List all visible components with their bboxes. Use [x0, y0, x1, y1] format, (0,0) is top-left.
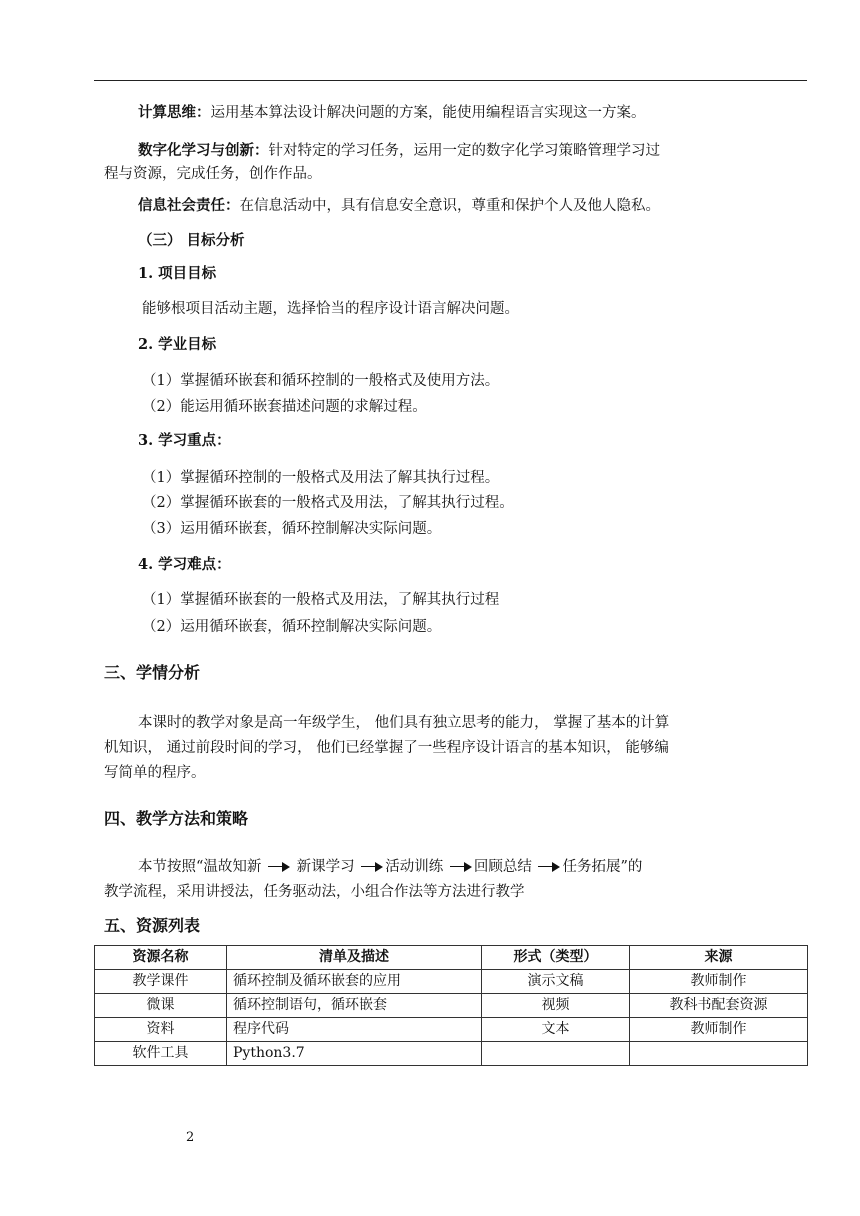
difficult-item: （2）运用循环嵌套，循环控制解决实际问题。	[142, 619, 442, 635]
table-cell: 资料	[95, 1018, 227, 1042]
table-header-cell: 来源	[630, 946, 808, 970]
resources-table	[94, 945, 808, 1066]
table-cell: 视频	[482, 994, 630, 1018]
project-goal-text: 能够根项目活动主题，选择恰当的程序设计语言解决问题。	[142, 301, 519, 317]
key-points-heading: 3. 学习重点：	[138, 432, 231, 449]
resources-heading: 五、资源列表	[104, 916, 201, 935]
ct-text: 运用基本算法设计解决问题的方案，能使用编程语言实现这一方案。	[210, 105, 646, 121]
learner-text-3: 写简单的程序。	[104, 765, 206, 781]
table-cell: Python3.7	[227, 1042, 482, 1066]
learner-analysis-heading: 三、学情分析	[104, 663, 201, 682]
goals-heading: （三） 目标分析	[138, 232, 245, 249]
header-rule	[94, 80, 807, 81]
difficult-points-heading: 4. 学习难点：	[138, 556, 231, 573]
flow-step-activity: 活动训练	[385, 859, 444, 875]
learner-text-1: 本课时的教学对象是高一年级学生， 他们具有独立思考的能力， 掌握了基本的计算	[138, 715, 670, 731]
key-item: （2）掌握循环嵌套的一般格式及用法，了解其执行过程。	[142, 495, 514, 511]
learner-text-2: 机知识， 通过前段时间的学习， 他们已经掌握了一些程序设计语言的基本知识， 能够编	[104, 740, 669, 756]
flow-step-new-lesson: 新课学习	[296, 859, 355, 875]
literacy-digital-learning	[138, 139, 660, 163]
dl-text-1: 针对特定的学习任务，运用一定的数字化学习策略管理学习过	[268, 143, 660, 159]
table-cell: 教师制作	[630, 1018, 808, 1042]
difficult-item: （1）掌握循环嵌套的一般格式及用法，了解其执行过程	[142, 592, 500, 608]
table-cell: 循环控制及循环嵌套的应用	[227, 970, 482, 994]
arrow-right-icon	[538, 862, 560, 872]
table-cell: 程序代码	[227, 1018, 482, 1042]
table-row	[95, 1018, 808, 1042]
table-cell: 文本	[482, 1018, 630, 1042]
table-cell	[630, 1042, 808, 1066]
table-cell: 循环控制语句，循环嵌套	[227, 994, 482, 1018]
key-item: （3）运用循环嵌套，循环控制解决实际问题。	[142, 521, 442, 537]
table-cell: 教学课件	[95, 970, 227, 994]
table-cell: 软件工具	[95, 1042, 227, 1066]
table-header-cell: 清单及描述	[227, 946, 482, 970]
table-cell	[482, 1042, 630, 1066]
table-row	[95, 994, 808, 1018]
method-flow-line	[138, 855, 642, 879]
table-row	[95, 970, 808, 994]
ct-label: 计算思维：	[138, 104, 211, 121]
key-item: （1）掌握循环控制的一般格式及用法了解其执行过程。	[142, 470, 500, 486]
flow-step-review: 本节按照“温故知新	[138, 859, 262, 875]
ss-label: 信息社会责任：	[138, 197, 240, 214]
table-cell: 演示文稿	[482, 970, 630, 994]
dl-label: 数字化学习与创新：	[138, 142, 269, 159]
method-text-2: 教学流程，采用讲授法，任务驱动法，小组合作法等方法进行教学	[104, 884, 525, 900]
academic-item: （2）能运用循环嵌套描述问题的求解过程。	[142, 399, 427, 415]
academic-goal-heading: 2. 学业目标	[138, 336, 217, 353]
arrow-right-icon	[450, 862, 472, 872]
literacy-social-responsibility	[138, 194, 660, 218]
arrow-right-icon	[361, 862, 383, 872]
table-row	[95, 1042, 808, 1066]
table-cell: 教师制作	[630, 970, 808, 994]
table-header-cell: 资源名称	[95, 946, 227, 970]
literacy-computational-thinking	[138, 101, 646, 125]
table-header-row	[95, 946, 808, 970]
flow-step-summary: 回顾总结	[473, 859, 532, 875]
page-number: 2	[186, 1130, 195, 1145]
academic-item: （1）掌握循环嵌套和循环控制的一般格式及使用方法。	[142, 373, 500, 389]
table-cell: 教科书配套资源	[630, 994, 808, 1018]
table-header-cell: 形式（类型）	[482, 946, 630, 970]
table-cell: 微课	[95, 994, 227, 1018]
ss-text: 在信息活动中，具有信息安全意识，尊重和保护个人及他人隐私。	[239, 198, 660, 214]
project-goal-heading: 1. 项目目标	[138, 265, 217, 282]
flow-step-extension: 任务拓展”的	[562, 859, 643, 875]
arrow-right-icon	[268, 862, 290, 872]
literacy-digital-learning-cont: 程与资源，完成任务，创作作品。	[104, 166, 322, 182]
method-heading: 四、教学方法和策略	[104, 809, 249, 828]
